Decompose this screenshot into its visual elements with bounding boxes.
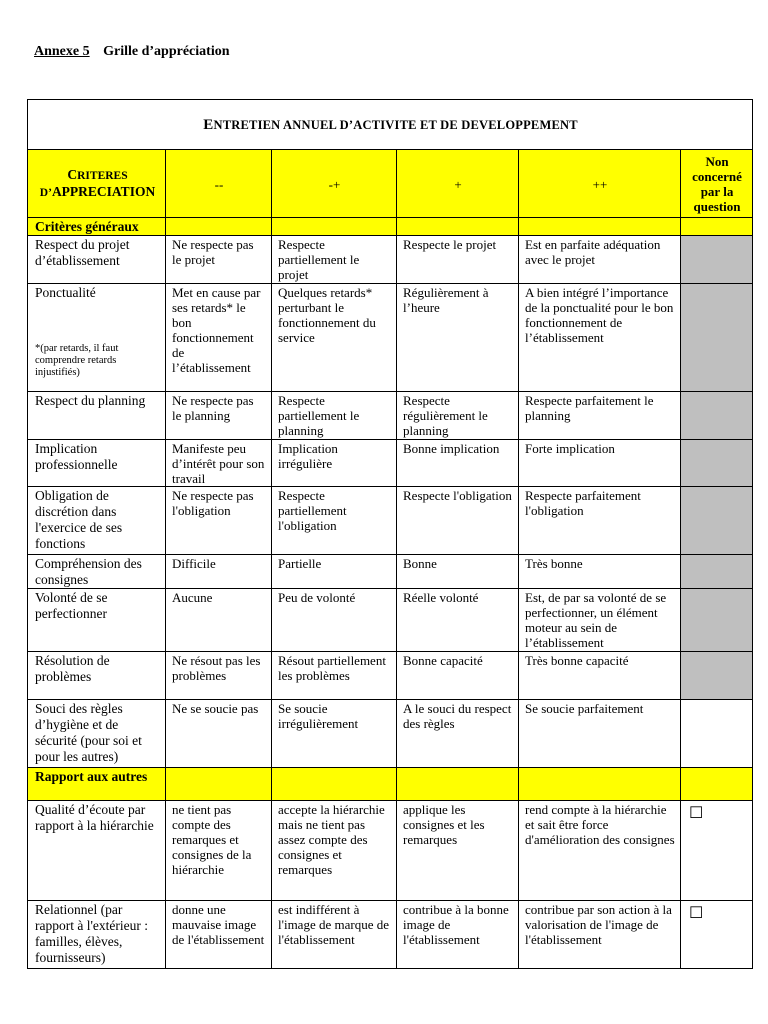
- criterion-cell: Relationnel (par rapport à l'extérieur : familles, élèves, fournisseurs): [28, 901, 166, 969]
- level-cell: Manifeste peu d’intérêt pour son travail: [166, 440, 272, 487]
- level-cell: Aucune: [166, 589, 272, 652]
- level-cell: Se soucie parfaitement: [519, 700, 681, 768]
- level-cell: Ne se soucie pas: [166, 700, 272, 768]
- level-cell: Respecte le projet: [397, 236, 519, 284]
- level-cell: Bonne: [397, 555, 519, 589]
- level-cell: rend compte à la hiérarchie et sait être force d'amélioration des consignes: [519, 801, 681, 901]
- checkbox-icon[interactable]: ☐: [689, 905, 704, 922]
- non-concerne-cell: [681, 901, 753, 969]
- level-cell: Respecte partiellement l'obligation: [272, 487, 397, 555]
- non-concerne-cell: [681, 236, 753, 284]
- criterion-cell: Obligation de discrétion dans l'exercice de ses fonctions: [28, 487, 166, 555]
- level-cell: Respecte parfaitement l'obligation: [519, 487, 681, 555]
- annex-number: Annexe 5: [34, 44, 90, 59]
- ponctualite-note: *(par retards, il faut comprendre retards injustifiés): [35, 343, 119, 378]
- level-cell: Ne respecte pas l'obligation: [166, 487, 272, 555]
- criterion-cell: Respect du planning: [28, 392, 166, 440]
- criterion-cell: Ponctualité *(par retards, il faut comprendre retards injustifiés): [28, 284, 166, 392]
- level-cell: Respecte partiellement le projet: [272, 236, 397, 284]
- checkbox-icon[interactable]: ☐: [689, 805, 704, 822]
- level-cell: Résout partiellement les problèmes: [272, 652, 397, 700]
- level-cell: Respecte régulièrement le planning: [397, 392, 519, 440]
- table-row: [28, 555, 753, 589]
- non-concerne-cell: [681, 284, 753, 392]
- non-concerne-cell: [681, 392, 753, 440]
- section-row: [28, 768, 753, 801]
- table-row: [28, 236, 753, 284]
- table-title-row: [28, 100, 753, 150]
- section-row: [28, 218, 753, 236]
- table-row: [28, 440, 753, 487]
- level-cell: Ne respecte pas le projet: [166, 236, 272, 284]
- non-concerne-cell: [681, 555, 753, 589]
- criterion-cell: Implication professionnelle: [28, 440, 166, 487]
- non-concerne-header: Non concerné par la question: [681, 150, 753, 218]
- table-row: [28, 700, 753, 768]
- table-title: ENTRETIEN ANNUEL D’ACTIVITE ET DE DEVELOPPEMENT: [28, 100, 753, 150]
- appraisal-grid-table: [27, 99, 753, 969]
- level-cell: ne tient pas compte des remarques et consignes de la hiérarchie: [166, 801, 272, 901]
- criterion-cell: Compréhension des consignes: [28, 555, 166, 589]
- level-cell: Ne résout pas les problèmes: [166, 652, 272, 700]
- table-row: [28, 284, 753, 392]
- section-title: Rapport aux autres: [28, 768, 166, 801]
- non-concerne-cell: [681, 700, 753, 768]
- criterion-cell: Volonté de se perfectionner: [28, 589, 166, 652]
- level-cell: Se soucie irrégulièrement: [272, 700, 397, 768]
- level-cell: Est, de par sa volonté de se perfectionner, un élément moteur au sein de l’établissement: [519, 589, 681, 652]
- section-title: Critères généraux: [28, 218, 166, 236]
- table-row: [28, 589, 753, 652]
- non-concerne-cell: [681, 801, 753, 901]
- level-cell: Respecte partiellement le planning: [272, 392, 397, 440]
- table-row: [28, 652, 753, 700]
- level-cell: Très bonne: [519, 555, 681, 589]
- level-header: -+: [272, 150, 397, 218]
- level-cell: Implication irrégulière: [272, 440, 397, 487]
- level-cell: Partielle: [272, 555, 397, 589]
- header-row: [28, 150, 753, 218]
- level-header: ++: [519, 150, 681, 218]
- criteria-header: CRITERES D’APPRECIATION: [28, 150, 166, 218]
- level-cell: Très bonne capacité: [519, 652, 681, 700]
- level-cell: Ne respecte pas le planning: [166, 392, 272, 440]
- level-header: +: [397, 150, 519, 218]
- level-cell: A le souci du respect des règles: [397, 700, 519, 768]
- level-cell: est indifférent à l'image de marque de l'établissement: [272, 901, 397, 969]
- level-cell: Quelques retards* perturbant le fonctionnement du service: [272, 284, 397, 392]
- annex-title: Grille d’appréciation: [103, 44, 230, 59]
- non-concerne-cell: [681, 440, 753, 487]
- level-cell: accepte la hiérarchie mais ne tient pas assez compte des consignes et remarques: [272, 801, 397, 901]
- criterion-cell: Résolution de problèmes: [28, 652, 166, 700]
- level-cell: applique les consignes et les remarques: [397, 801, 519, 901]
- level-cell: Bonne implication: [397, 440, 519, 487]
- level-cell: Peu de volonté: [272, 589, 397, 652]
- level-cell: contribue à la bonne image de l'établissement: [397, 901, 519, 969]
- level-cell: Difficile: [166, 555, 272, 589]
- level-cell: Respecte l'obligation: [397, 487, 519, 555]
- level-header: --: [166, 150, 272, 218]
- level-cell: Est en parfaite adéquation avec le projet: [519, 236, 681, 284]
- level-cell: A bien intégré l’importance de la ponctualité pour le bon fonctionnement de l’établissement: [519, 284, 681, 392]
- non-concerne-cell: [681, 652, 753, 700]
- level-cell: contribue par son action à la valorisation de l'image de l'établissement: [519, 901, 681, 969]
- table-row: [28, 487, 753, 555]
- level-cell: donne une mauvaise image de l'établissement: [166, 901, 272, 969]
- table-row: [28, 901, 753, 969]
- table-row: [28, 392, 753, 440]
- table-row: [28, 801, 753, 901]
- criterion-cell: Souci des règles d’hygiène et de sécurité (pour soi et pour les autres): [28, 700, 166, 768]
- criterion-cell: Qualité d’écoute par rapport à la hiérarchie: [28, 801, 166, 901]
- non-concerne-cell: [681, 589, 753, 652]
- non-concerne-cell: [681, 487, 753, 555]
- level-cell: Régulièrement à l’heure: [397, 284, 519, 392]
- level-cell: Met en cause par ses retards* le bon fonctionnement de l’établissement: [166, 284, 272, 392]
- level-cell: Respecte parfaitement le planning: [519, 392, 681, 440]
- level-cell: Réelle volonté: [397, 589, 519, 652]
- level-cell: Forte implication: [519, 440, 681, 487]
- annex-heading: [34, 44, 230, 60]
- criterion-cell: Respect du projet d’établissement: [28, 236, 166, 284]
- level-cell: Bonne capacité: [397, 652, 519, 700]
